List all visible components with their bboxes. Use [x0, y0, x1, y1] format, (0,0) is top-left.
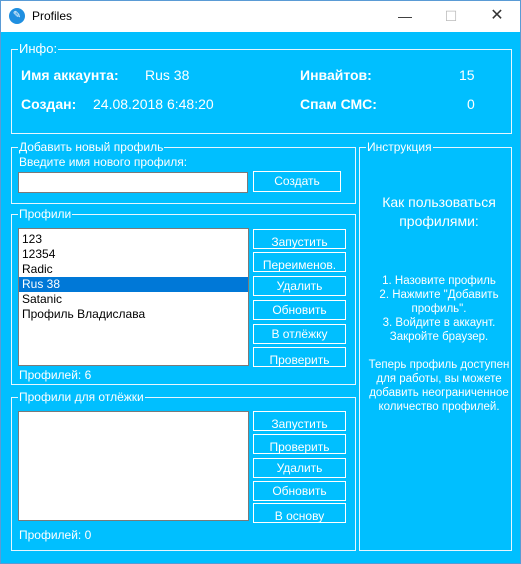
- info-group: [11, 41, 512, 134]
- list-item[interactable]: Radic: [22, 262, 53, 276]
- rest-profiles-list[interactable]: [18, 411, 249, 521]
- rest-profiles-group-label: Профили для отлёжки: [19, 390, 144, 404]
- minimize-button[interactable]: —: [398, 8, 412, 24]
- rest-delete-button[interactable]: Удалить: [253, 458, 346, 478]
- instruction-note: Теперь профиль доступен для работы, вы можете добавить неограниченное количество профилей.: [368, 359, 510, 413]
- new-profile-name-input[interactable]: [18, 172, 248, 193]
- account-name-value: Rus 38: [145, 67, 190, 83]
- list-item[interactable]: Профиль Владислава: [22, 307, 146, 321]
- rest-check-button[interactable]: Проверить: [253, 434, 346, 454]
- instruction-group-label: Инструкция: [367, 140, 432, 154]
- close-button[interactable]: ✕: [490, 7, 504, 24]
- move-to-rest-button[interactable]: В отлёжку: [253, 324, 346, 344]
- profiles-count: Профилей: 6: [19, 368, 92, 382]
- rest-profiles-count: Профилей: 0: [19, 528, 92, 542]
- title-bar[interactable]: [1, 1, 520, 32]
- profiles-list[interactable]: [18, 228, 249, 366]
- refresh-button[interactable]: Обновить: [253, 300, 346, 320]
- rename-button[interactable]: Переименов.: [253, 252, 346, 272]
- spam-sms-label: Спам СМС:: [300, 96, 377, 112]
- check-button[interactable]: Проверить: [253, 347, 346, 367]
- account-name-label: Имя аккаунта:: [21, 67, 119, 83]
- list-item[interactable]: 12354: [22, 247, 56, 261]
- instruction-steps: 1. Назовите профиль 2. Нажмите "Добавить профиль". 3. Войдите в аккаунт. Закройте браузер.: [379, 275, 499, 343]
- move-to-main-button[interactable]: В основу: [253, 503, 346, 523]
- list-item-selected[interactable]: Rus 38: [19, 277, 248, 292]
- create-profile-button[interactable]: Создать: [253, 171, 341, 192]
- wrench-icon: ✎: [9, 8, 25, 24]
- invites-label: Инвайтов:: [300, 67, 372, 83]
- maximize-button[interactable]: ☐: [444, 8, 458, 24]
- info-group-label: Инфо:: [19, 41, 58, 56]
- list-item[interactable]: Satanic: [22, 292, 63, 306]
- list-item[interactable]: 123: [22, 232, 43, 246]
- launch-button[interactable]: Запустить: [253, 229, 346, 249]
- instruction-heading: Как пользоваться профилями:: [382, 194, 496, 229]
- add-profile-group-label: Добавить новый профиль: [19, 140, 164, 154]
- window-title: Profiles: [32, 9, 73, 23]
- created-label: Создан:: [21, 96, 77, 112]
- invites-value: 15: [459, 67, 475, 83]
- rest-refresh-button[interactable]: Обновить: [253, 481, 346, 501]
- new-profile-prompt: Введите имя нового профиля:: [19, 155, 188, 169]
- delete-button[interactable]: Удалить: [253, 276, 346, 296]
- rest-launch-button[interactable]: Запустить: [253, 411, 346, 431]
- instruction-text: [360, 181, 518, 414]
- profiles-group-label: Профили: [19, 207, 72, 221]
- spam-sms-value: 0: [467, 96, 475, 112]
- created-value: 24.08.2018 6:48:20: [93, 96, 214, 112]
